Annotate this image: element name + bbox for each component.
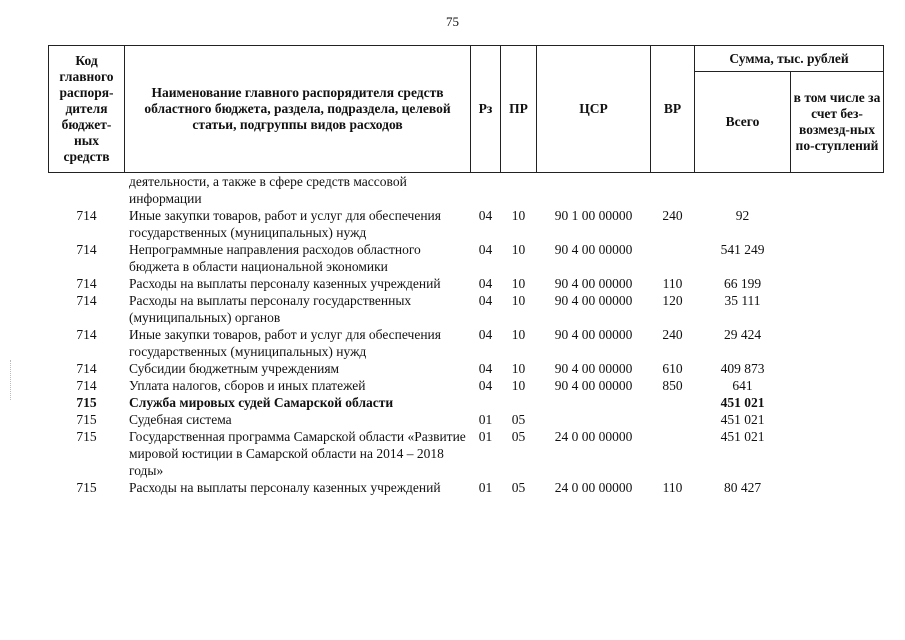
cell-csr: 90 4 00 00000 — [554, 327, 633, 342]
cell-rz: 04 — [478, 242, 493, 257]
table-row — [49, 241, 884, 275]
cell-rz: 04 — [478, 293, 493, 308]
cell-name: Уплата налогов, сборов и иных платежей — [129, 378, 366, 393]
cell-free — [791, 326, 884, 360]
cell-rz: 04 — [478, 276, 493, 291]
cell-vr — [651, 173, 695, 208]
cell-free — [791, 292, 884, 326]
cell-vr: 110 — [662, 276, 683, 291]
cell-pr: 05 — [511, 429, 526, 444]
cell-total: 35 111 — [724, 293, 761, 308]
cell-code: 715 — [76, 429, 97, 444]
table-row — [49, 292, 884, 326]
cell-free — [791, 479, 884, 496]
cell-total: 451 021 — [720, 395, 765, 410]
cell-vr: 110 — [662, 480, 683, 495]
table-row — [49, 377, 884, 394]
cell-pr: 10 — [511, 276, 526, 291]
budget-table — [48, 45, 884, 496]
header-code: Код главного распоря-дителя бюджет-ных средств — [49, 46, 125, 173]
table-row — [49, 275, 884, 292]
cell-free — [791, 241, 884, 275]
cell-name: Служба мировых судей Самарской области — [129, 395, 394, 410]
cell-total: 541 249 — [720, 242, 765, 257]
cell-csr — [537, 394, 651, 411]
cell-total: 29 424 — [723, 327, 762, 342]
cell-code: 714 — [76, 208, 97, 223]
table-row — [49, 207, 884, 241]
cell-name: Государственная программа Самарской области «Развитие мировой юстиции в Самарской области на 2014 – 2018 годы» — [129, 429, 466, 478]
table-row — [49, 428, 884, 479]
cell-code: 715 — [76, 480, 97, 495]
cell-csr: 90 4 00 00000 — [554, 276, 633, 291]
header-csr: ЦСР — [537, 46, 651, 173]
cell-pr: 05 — [511, 480, 526, 495]
cell-code: 714 — [76, 276, 97, 291]
header-free: в том числе за счет без-возмезд-ных по-ступлений — [791, 72, 884, 173]
header-total: Всего — [695, 72, 791, 173]
table-row — [49, 479, 884, 496]
cell-free — [791, 360, 884, 377]
cell-code: 714 — [76, 327, 97, 342]
cell-pr: 10 — [511, 293, 526, 308]
cell-vr — [651, 241, 695, 275]
cell-rz: 01 — [478, 412, 493, 427]
table-header — [49, 46, 884, 173]
cell-vr: 120 — [662, 293, 683, 308]
cell-free — [791, 275, 884, 292]
cell-code: 714 — [76, 361, 97, 376]
cell-rz: 01 — [478, 429, 493, 444]
cell-vr: 240 — [662, 327, 683, 342]
cell-vr — [651, 411, 695, 428]
cell-name: Расходы на выплаты персоналу казенных учреждений — [129, 480, 441, 495]
cell-name: Иные закупки товаров, работ и услуг для обеспечения государственных (муниципальных) нужд — [129, 208, 441, 240]
cell-csr — [537, 173, 651, 208]
cell-pr: 10 — [511, 361, 526, 376]
cell-pr: 10 — [511, 208, 526, 223]
cell-name: Расходы на выплаты персоналу государственных (муниципальных) органов — [129, 293, 412, 325]
cell-pr: 10 — [511, 242, 526, 257]
cell-free — [791, 377, 884, 394]
margin-mark — [10, 360, 13, 400]
cell-name: Субсидии бюджетным учреждениям — [129, 361, 340, 376]
cell-pr: 05 — [511, 412, 526, 427]
cell-rz: 04 — [478, 378, 493, 393]
cell-rz: 04 — [478, 327, 493, 342]
header-name: Наименование главного распорядителя средств областного бюджета, раздела, подраздела, целевой статьи, подгруппы видов расходов — [125, 46, 471, 173]
cell-csr: 24 0 00 00000 — [554, 429, 633, 444]
cell-vr — [651, 428, 695, 479]
header-vr: ВР — [651, 46, 695, 173]
cell-vr: 850 — [662, 378, 683, 393]
cell-rz: 04 — [478, 208, 493, 223]
cell-total: 451 021 — [720, 412, 765, 427]
table-row — [49, 326, 884, 360]
cell-vr: 610 — [662, 361, 683, 376]
cell-csr: 90 1 00 00000 — [554, 208, 633, 223]
cell-total: 641 — [732, 378, 753, 393]
cell-total — [695, 173, 791, 208]
cell-csr: 90 4 00 00000 — [554, 242, 633, 257]
header-rz: Рз — [471, 46, 501, 173]
cell-pr: 10 — [511, 327, 526, 342]
cell-name: Непрограммные направления расходов областного бюджета в области национальной экономики — [129, 242, 421, 274]
cell-name: Расходы на выплаты персоналу казенных учреждений — [129, 276, 441, 291]
cell-free — [791, 207, 884, 241]
cell-rz — [471, 394, 501, 411]
cell-total: 80 427 — [723, 480, 762, 495]
cell-code: 715 — [76, 412, 97, 427]
cell-csr: 24 0 00 00000 — [554, 480, 633, 495]
cell-vr — [651, 394, 695, 411]
table-row — [49, 394, 884, 411]
cell-code — [49, 173, 125, 208]
cell-pr — [501, 394, 537, 411]
cell-rz: 04 — [478, 361, 493, 376]
cell-code: 714 — [76, 242, 97, 257]
cell-name: деятельности, а также в сфере средств массовой информации — [129, 174, 407, 206]
cell-total: 409 873 — [720, 361, 765, 376]
cell-free — [791, 411, 884, 428]
cell-pr: 10 — [511, 378, 526, 393]
cell-name: Судебная система — [129, 412, 232, 427]
page-number: 75 — [446, 14, 459, 29]
cell-vr: 240 — [662, 208, 683, 223]
cell-free — [791, 394, 884, 411]
table-row — [49, 173, 884, 208]
header-sum: Сумма, тыс. рублей — [695, 46, 884, 72]
table-body — [49, 173, 884, 497]
cell-free — [791, 173, 884, 208]
cell-total: 92 — [735, 208, 750, 223]
cell-free — [791, 428, 884, 479]
cell-total: 66 199 — [723, 276, 762, 291]
table-row — [49, 360, 884, 377]
cell-csr — [537, 411, 651, 428]
cell-pr — [501, 173, 537, 208]
cell-code: 715 — [76, 395, 97, 410]
cell-code: 714 — [76, 293, 97, 308]
cell-csr: 90 4 00 00000 — [554, 293, 633, 308]
cell-csr: 90 4 00 00000 — [554, 361, 633, 376]
table-row — [49, 411, 884, 428]
cell-csr: 90 4 00 00000 — [554, 378, 633, 393]
cell-rz: 01 — [478, 480, 493, 495]
cell-code: 714 — [76, 378, 97, 393]
cell-total: 451 021 — [720, 429, 765, 444]
header-pr: ПР — [501, 46, 537, 173]
cell-name: Иные закупки товаров, работ и услуг для обеспечения государственных (муниципальных) нужд — [129, 327, 441, 359]
cell-rz — [471, 173, 501, 208]
